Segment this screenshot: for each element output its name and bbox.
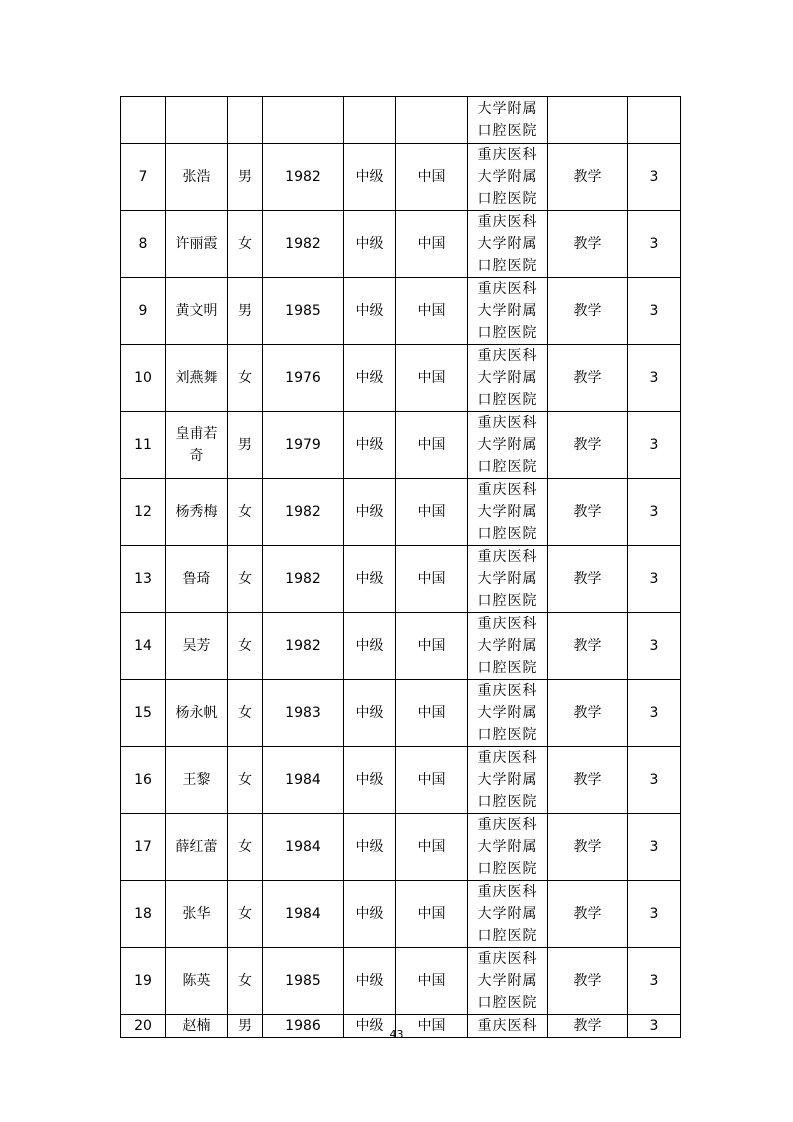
cell-unit: 重庆医科大学附属口腔医院	[468, 412, 548, 479]
cell-birth-year: 1984	[263, 814, 344, 881]
table-row	[121, 814, 681, 881]
cell-gender: 男	[228, 278, 263, 345]
cell-country: 中国	[396, 948, 468, 1015]
cell-index: 9	[121, 278, 166, 345]
cell-gender: 男	[228, 144, 263, 211]
cell-role: 教学	[548, 1015, 628, 1038]
cell-name: 鲁琦	[166, 546, 228, 613]
cell-country	[396, 97, 468, 144]
cell-hours: 3	[628, 278, 681, 345]
cell-country: 中国	[396, 747, 468, 814]
cell-gender: 女	[228, 479, 263, 546]
cell-birth-year: 1979	[263, 412, 344, 479]
cell-birth-year: 1985	[263, 948, 344, 1015]
table-row	[121, 881, 681, 948]
cell-country: 中国	[396, 278, 468, 345]
cell-name: 王黎	[166, 747, 228, 814]
cell-role: 教学	[548, 747, 628, 814]
cell-hours: 3	[628, 144, 681, 211]
cell-title-level: 中级	[344, 881, 396, 948]
cell-name: 刘燕舞	[166, 345, 228, 412]
cell-hours: 3	[628, 680, 681, 747]
cell-name: 陈英	[166, 948, 228, 1015]
cell-birth-year: 1984	[263, 881, 344, 948]
table-row	[121, 345, 681, 412]
cell-unit: 重庆医科大学附属口腔医院	[468, 211, 548, 278]
cell-country: 中国	[396, 345, 468, 412]
cell-role: 教学	[548, 211, 628, 278]
cell-gender: 女	[228, 546, 263, 613]
cell-index: 18	[121, 881, 166, 948]
table-row	[121, 278, 681, 345]
table-row	[121, 680, 681, 747]
cell-country: 中国	[396, 546, 468, 613]
cell-unit: 重庆医科大学附属口腔医院	[468, 613, 548, 680]
cell-birth-year: 1984	[263, 747, 344, 814]
cell-title-level: 中级	[344, 278, 396, 345]
cell-role: 教学	[548, 814, 628, 881]
cell-country: 中国	[396, 479, 468, 546]
cell-gender: 女	[228, 345, 263, 412]
cell-name: 薛红蕾	[166, 814, 228, 881]
cell-hours: 3	[628, 546, 681, 613]
cell-role: 教学	[548, 948, 628, 1015]
cell-birth-year: 1982	[263, 144, 344, 211]
cell-birth-year: 1982	[263, 479, 344, 546]
cell-index: 14	[121, 613, 166, 680]
cell-gender: 男	[228, 1015, 263, 1038]
cell-country: 中国	[396, 680, 468, 747]
cell-index: 15	[121, 680, 166, 747]
cell-title-level: 中级	[344, 345, 396, 412]
cell-title-level: 中级	[344, 144, 396, 211]
cell-title-level: 中级	[344, 613, 396, 680]
cell-gender: 女	[228, 211, 263, 278]
cell-index: 11	[121, 412, 166, 479]
cell-country: 中国	[396, 211, 468, 278]
cell-role: 教学	[548, 680, 628, 747]
cell-hours	[628, 97, 681, 144]
cell-name: 杨秀梅	[166, 479, 228, 546]
cell-name: 吴芳	[166, 613, 228, 680]
cell-gender: 女	[228, 948, 263, 1015]
cell-unit: 重庆医科大学附属口腔医院	[468, 479, 548, 546]
cell-birth-year: 1985	[263, 278, 344, 345]
cell-unit: 重庆医科大学附属口腔医院	[468, 814, 548, 881]
cell-index: 17	[121, 814, 166, 881]
staff-table	[120, 96, 681, 1038]
cell-country: 中国	[396, 814, 468, 881]
cell-title-level: 中级	[344, 1015, 396, 1038]
cell-birth-year	[263, 97, 344, 144]
cell-unit: 重庆医科	[468, 1015, 548, 1038]
table-row	[121, 948, 681, 1015]
cell-unit: 重庆医科大学附属口腔医院	[468, 546, 548, 613]
cell-unit: 重庆医科大学附属口腔医院	[468, 747, 548, 814]
cell-hours: 3	[628, 613, 681, 680]
cell-index: 7	[121, 144, 166, 211]
cell-hours: 3	[628, 881, 681, 948]
table-row	[121, 613, 681, 680]
cell-role: 教学	[548, 613, 628, 680]
cell-name: 杨永帆	[166, 680, 228, 747]
cell-name: 张浩	[166, 144, 228, 211]
cell-title-level: 中级	[344, 680, 396, 747]
cell-role: 教学	[548, 345, 628, 412]
cell-title-level: 中级	[344, 948, 396, 1015]
cell-birth-year: 1976	[263, 345, 344, 412]
cell-country: 中国	[396, 412, 468, 479]
table-row	[121, 412, 681, 479]
cell-hours: 3	[628, 479, 681, 546]
cell-gender: 女	[228, 814, 263, 881]
cell-gender: 女	[228, 613, 263, 680]
table-row	[121, 479, 681, 546]
cell-role: 教学	[548, 144, 628, 211]
cell-country: 中国	[396, 144, 468, 211]
cell-country: 中国	[396, 613, 468, 680]
cell-unit: 重庆医科大学附属口腔医院	[468, 881, 548, 948]
cell-name	[166, 97, 228, 144]
cell-gender	[228, 97, 263, 144]
page-number: 43	[389, 1028, 404, 1041]
cell-birth-year: 1986	[263, 1015, 344, 1038]
cell-gender: 女	[228, 881, 263, 948]
cell-role: 教学	[548, 278, 628, 345]
cell-role: 教学	[548, 479, 628, 546]
cell-birth-year: 1982	[263, 613, 344, 680]
cell-title-level: 中级	[344, 747, 396, 814]
cell-role	[548, 97, 628, 144]
cell-title-level	[344, 97, 396, 144]
cell-hours: 3	[628, 747, 681, 814]
cell-hours: 3	[628, 948, 681, 1015]
cell-hours: 3	[628, 814, 681, 881]
cell-index: 12	[121, 479, 166, 546]
table-body	[121, 97, 681, 1038]
table-row-continued	[121, 97, 681, 144]
cell-name: 张华	[166, 881, 228, 948]
cell-title-level: 中级	[344, 412, 396, 479]
cell-name: 黄文明	[166, 278, 228, 345]
cell-gender: 女	[228, 680, 263, 747]
cell-unit: 重庆医科大学附属口腔医院	[468, 144, 548, 211]
cell-index: 16	[121, 747, 166, 814]
cell-index: 10	[121, 345, 166, 412]
cell-birth-year: 1982	[263, 211, 344, 278]
cell-name: 皇甫若奇	[166, 412, 228, 479]
cell-index: 19	[121, 948, 166, 1015]
cell-hours: 3	[628, 211, 681, 278]
table-row	[121, 747, 681, 814]
cell-name: 赵楠	[166, 1015, 228, 1038]
cell-index: 8	[121, 211, 166, 278]
cell-index: 13	[121, 546, 166, 613]
cell-name: 许丽霞	[166, 211, 228, 278]
cell-unit: 重庆医科大学附属口腔医院	[468, 278, 548, 345]
cell-title-level: 中级	[344, 546, 396, 613]
cell-gender: 女	[228, 747, 263, 814]
cell-title-level: 中级	[344, 814, 396, 881]
table-row	[121, 546, 681, 613]
cell-hours: 3	[628, 412, 681, 479]
cell-index: 20	[121, 1015, 166, 1038]
cell-hours: 3	[628, 345, 681, 412]
cell-role: 教学	[548, 546, 628, 613]
cell-role: 教学	[548, 881, 628, 948]
cell-gender: 男	[228, 412, 263, 479]
cell-unit: 大学附属口腔医院	[468, 97, 548, 144]
cell-unit: 重庆医科大学附属口腔医院	[468, 680, 548, 747]
table-row	[121, 144, 681, 211]
cell-role: 教学	[548, 412, 628, 479]
cell-country: 中国	[396, 881, 468, 948]
cell-country: 中国	[396, 1015, 468, 1038]
cell-title-level: 中级	[344, 479, 396, 546]
cell-unit: 重庆医科大学附属口腔医院	[468, 345, 548, 412]
cell-hours: 3	[628, 1015, 681, 1038]
cell-birth-year: 1982	[263, 546, 344, 613]
cell-unit: 重庆医科大学附属口腔医院	[468, 948, 548, 1015]
table-row	[121, 211, 681, 278]
cell-title-level: 中级	[344, 211, 396, 278]
cell-index	[121, 97, 166, 144]
cell-birth-year: 1983	[263, 680, 344, 747]
